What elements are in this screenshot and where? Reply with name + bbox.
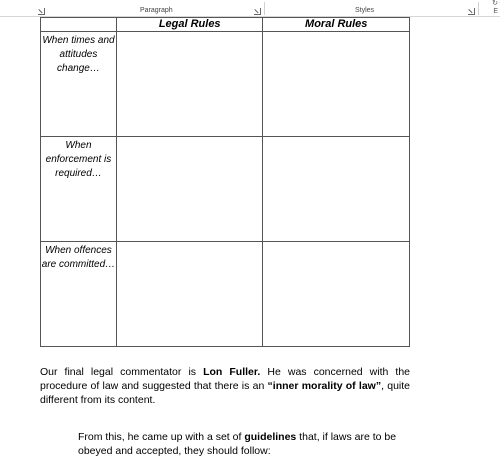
table-row	[41, 137, 410, 242]
legal-rules-cell[interactable]	[116, 137, 263, 242]
paragraph-lon-fuller[interactable]	[40, 365, 410, 407]
text-run: , quite different from its content.	[40, 380, 411, 406]
ribbon-edge-label[interactable]: E	[493, 8, 498, 15]
table-row	[41, 32, 410, 137]
ribbon-strip	[0, 0, 500, 17]
row-label-cell[interactable]	[41, 32, 117, 137]
bold-term: “inner morality of law”	[267, 380, 382, 392]
table-header-moral-rules[interactable]: Moral Rules	[263, 18, 410, 32]
moral-rules-cell[interactable]	[263, 137, 410, 242]
row-label-cell[interactable]	[41, 242, 117, 347]
moral-rules-cell[interactable]	[263, 242, 410, 347]
ribbon-divider	[478, 2, 479, 15]
paragraph-group-label: Paragraph	[140, 7, 173, 14]
text-run: He was concerned with the procedure of law and suggested that there is an	[40, 366, 411, 392]
table-header-blank[interactable]	[41, 18, 117, 32]
font-dialog-launcher-icon[interactable]	[38, 8, 45, 15]
row-label: When enforcement is required…	[45, 140, 112, 179]
paragraph-dialog-launcher-icon[interactable]	[254, 8, 261, 15]
table-row	[41, 242, 410, 347]
text-run: From this, he came up with a set of	[78, 431, 245, 443]
legal-rules-cell[interactable]	[116, 242, 263, 347]
moral-rules-cell[interactable]	[263, 32, 410, 137]
row-label: When offences are committed…	[41, 245, 116, 270]
document-page[interactable]	[0, 17, 500, 468]
ribbon-edge-icon[interactable]: ↻	[492, 0, 498, 7]
table-header-row	[41, 18, 410, 32]
bold-term: guidelines	[244, 431, 297, 443]
rules-table	[40, 17, 410, 347]
ribbon-divider	[264, 2, 265, 15]
styles-dialog-launcher-icon[interactable]	[468, 8, 475, 15]
row-label: When times and attitudes change…	[42, 35, 115, 74]
paragraph-guidelines[interactable]	[78, 430, 418, 458]
text-run: that, if laws are to be obeyed and accepted, they should follow:	[78, 431, 397, 457]
styles-group-label: Styles	[355, 7, 375, 14]
bold-name: Lon Fuller.	[203, 366, 261, 378]
row-label-cell[interactable]	[41, 137, 117, 242]
table-header-legal-rules[interactable]: Legal Rules	[116, 18, 263, 32]
legal-rules-cell[interactable]	[116, 32, 263, 137]
text-run: Our final legal commentator is	[40, 366, 204, 378]
